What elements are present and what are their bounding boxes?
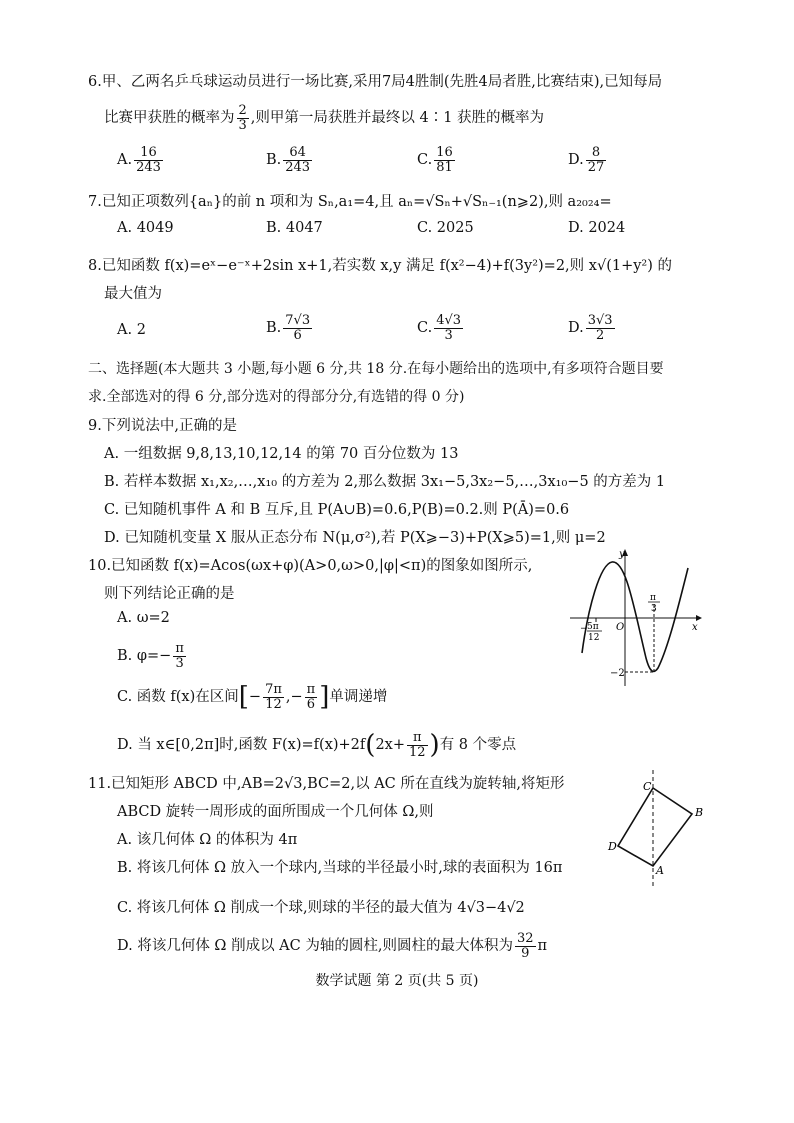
q8-option-a: A. 2 xyxy=(117,322,146,338)
graph-min-label: −2 xyxy=(610,668,625,679)
q7-option-b: B. 4047 xyxy=(266,220,323,236)
svg-text:−: − xyxy=(580,624,588,634)
q8-option-c: C. $\frac{4√3}{3}$ xyxy=(417,313,462,343)
q11-option-d: D. 将该几何体 Ω 削成以 AC 为轴的圆柱,则圆柱的最大体积为 $\frac{32}{9}$ π xyxy=(117,931,548,961)
q11-option-c: C. 将该几何体 Ω 削成一个球,则球的半径的最大值为 4√3−4√2 xyxy=(117,900,525,916)
q6-option-a: A. $\frac{16}{243}$ xyxy=(117,145,161,175)
q6-stem-line1: 6.甲、乙两名乒乓球运动员进行一场比赛,采用7局4胜制(先胜4局者胜,比赛结束),已知每局 xyxy=(88,74,663,90)
q10-option-c: C. 函数 f(x)在区间[− $\frac{7\pi}{12}$ ,− $\frac{\pi}{6}$ ]单调递增 xyxy=(117,681,388,712)
page-footer: 数学试题 第 2 页(共 5 页) xyxy=(315,973,479,989)
q6-option-c: C. $\frac{16}{81}$ xyxy=(417,145,453,175)
q8-option-d: D. $\frac{3√3}{2}$ xyxy=(568,313,613,343)
graph-y-label: y xyxy=(619,549,625,560)
q9-option-d: D. 已知随机变量 X 服从正态分布 N(μ,σ²),若 P(X⩾−3)+P(X⩾5)=1,则 μ=2 xyxy=(104,530,606,546)
q10-cosine-graph xyxy=(570,548,702,688)
q6-option-d: D. $\frac{8}{27}$ xyxy=(568,145,605,175)
q11-option-a: A. 该几何体 Ω 的体积为 4π xyxy=(117,832,298,848)
q10-option-a: A. ω=2 xyxy=(117,610,170,626)
q6-option-b: B. $\frac{64}{243}$ xyxy=(266,145,311,175)
cosine-curve xyxy=(582,562,688,671)
vertex-b-label: B xyxy=(695,806,704,819)
vertex-d-label: D xyxy=(608,840,617,853)
q9-option-c: C. 已知随机事件 A 和 B 互斥,且 P(A∪B)=0.6,P(B)=0.2.则 P(Ā)=0.6 xyxy=(104,502,570,518)
graph-neg-tick-num: 5π xyxy=(587,622,599,632)
rectangle-abcd xyxy=(618,788,692,866)
q8-option-b: B. $\frac{7√3}{6}$ xyxy=(266,313,311,343)
graph-pos-tick-den: 3 xyxy=(651,604,657,614)
q10-stem-line1: 10.已知函数 f(x)=Acos(ωx+φ)(A>0,ω>0,|φ|<π)的图象如图所示, xyxy=(88,558,533,574)
section2-heading-line2: 求.全部选对的得 6 分,部分选对的得部分分,有选错的得 0 分) xyxy=(88,389,465,405)
q10-option-b: B. φ=− $\frac{\pi}{3}$ xyxy=(117,641,184,671)
q7-option-d: D. 2024 xyxy=(568,220,626,236)
vertex-a-label: A xyxy=(656,864,664,877)
q11-rectangle-figure xyxy=(600,768,710,890)
q10-stem-line2: 则下列结论正确的是 xyxy=(104,586,235,602)
q6-stem-line2 xyxy=(104,104,544,132)
q11-stem-line2: ABCD 旋转一周形成的面所围成一个几何体 Ω,则 xyxy=(117,804,434,820)
q6-stem-fraction: $\frac{2}{3}$ xyxy=(238,103,247,133)
q7-option-c: C. 2025 xyxy=(417,220,474,236)
graph-origin-label: O xyxy=(616,622,625,633)
q11-stem-line1: 11.已知矩形 ABCD 中,AB=2√3,BC=2,以 AC 所在直线为旋转轴,将矩形 xyxy=(88,776,565,792)
graph-neg-tick-den: 12 xyxy=(588,633,600,643)
q6-stem-text-2: ,则甲第一局获胜并最终以 4∶1 获胜的概率为 xyxy=(250,110,545,127)
section2-heading-line1: 二、选择题(本大题共 3 小题,每小题 6 分,共 18 分.在每小题给出的选项中,有多项符合题目要 xyxy=(88,361,664,377)
q6-stem-text: 比赛甲获胜的概率为 xyxy=(104,110,235,127)
q10-option-d: D. 当 x∈[0,2π]时,函数 F(x)=f(x)+2f(2x+ $\frac{\pi}{12}$ )有 8 个零点 xyxy=(117,729,517,760)
q11-option-b: B. 将该几何体 Ω 放入一个球内,当球的半径最小时,球的表面积为 16π xyxy=(117,860,563,876)
vertex-c-label: C xyxy=(643,780,652,793)
q9-stem: 9.下列说法中,正确的是 xyxy=(88,418,237,434)
graph-x-label: x xyxy=(692,622,698,633)
q7-stem: 7.已知正项数列{aₙ}的前 n 项和为 Sₙ,a₁=4,且 aₙ=√Sₙ+√Sₙ₋₁(n⩾2),则 a₂₀₂₄= xyxy=(88,194,612,210)
q8-stem-line2: 最大值为 xyxy=(104,286,162,302)
graph-pos-tick-num: π xyxy=(650,593,656,603)
q9-option-b: B. 若样本数据 x₁,x₂,…,x₁₀ 的方差为 2,那么数据 3x₁−5,3x₂−5,…,3x₁₀−5 的方差为 1 xyxy=(104,474,666,490)
q8-stem-line1: 8.已知函数 f(x)=eˣ−e⁻ˣ+2sin x+1,若实数 x,y 满足 f(x²−4)+f(3y²)=2,则 x√(1+y²) 的 xyxy=(88,258,672,274)
q9-option-a: A. 一组数据 9,8,13,10,12,14 的第 70 百分位数为 13 xyxy=(104,446,459,462)
q7-option-a: A. 4049 xyxy=(117,220,174,236)
